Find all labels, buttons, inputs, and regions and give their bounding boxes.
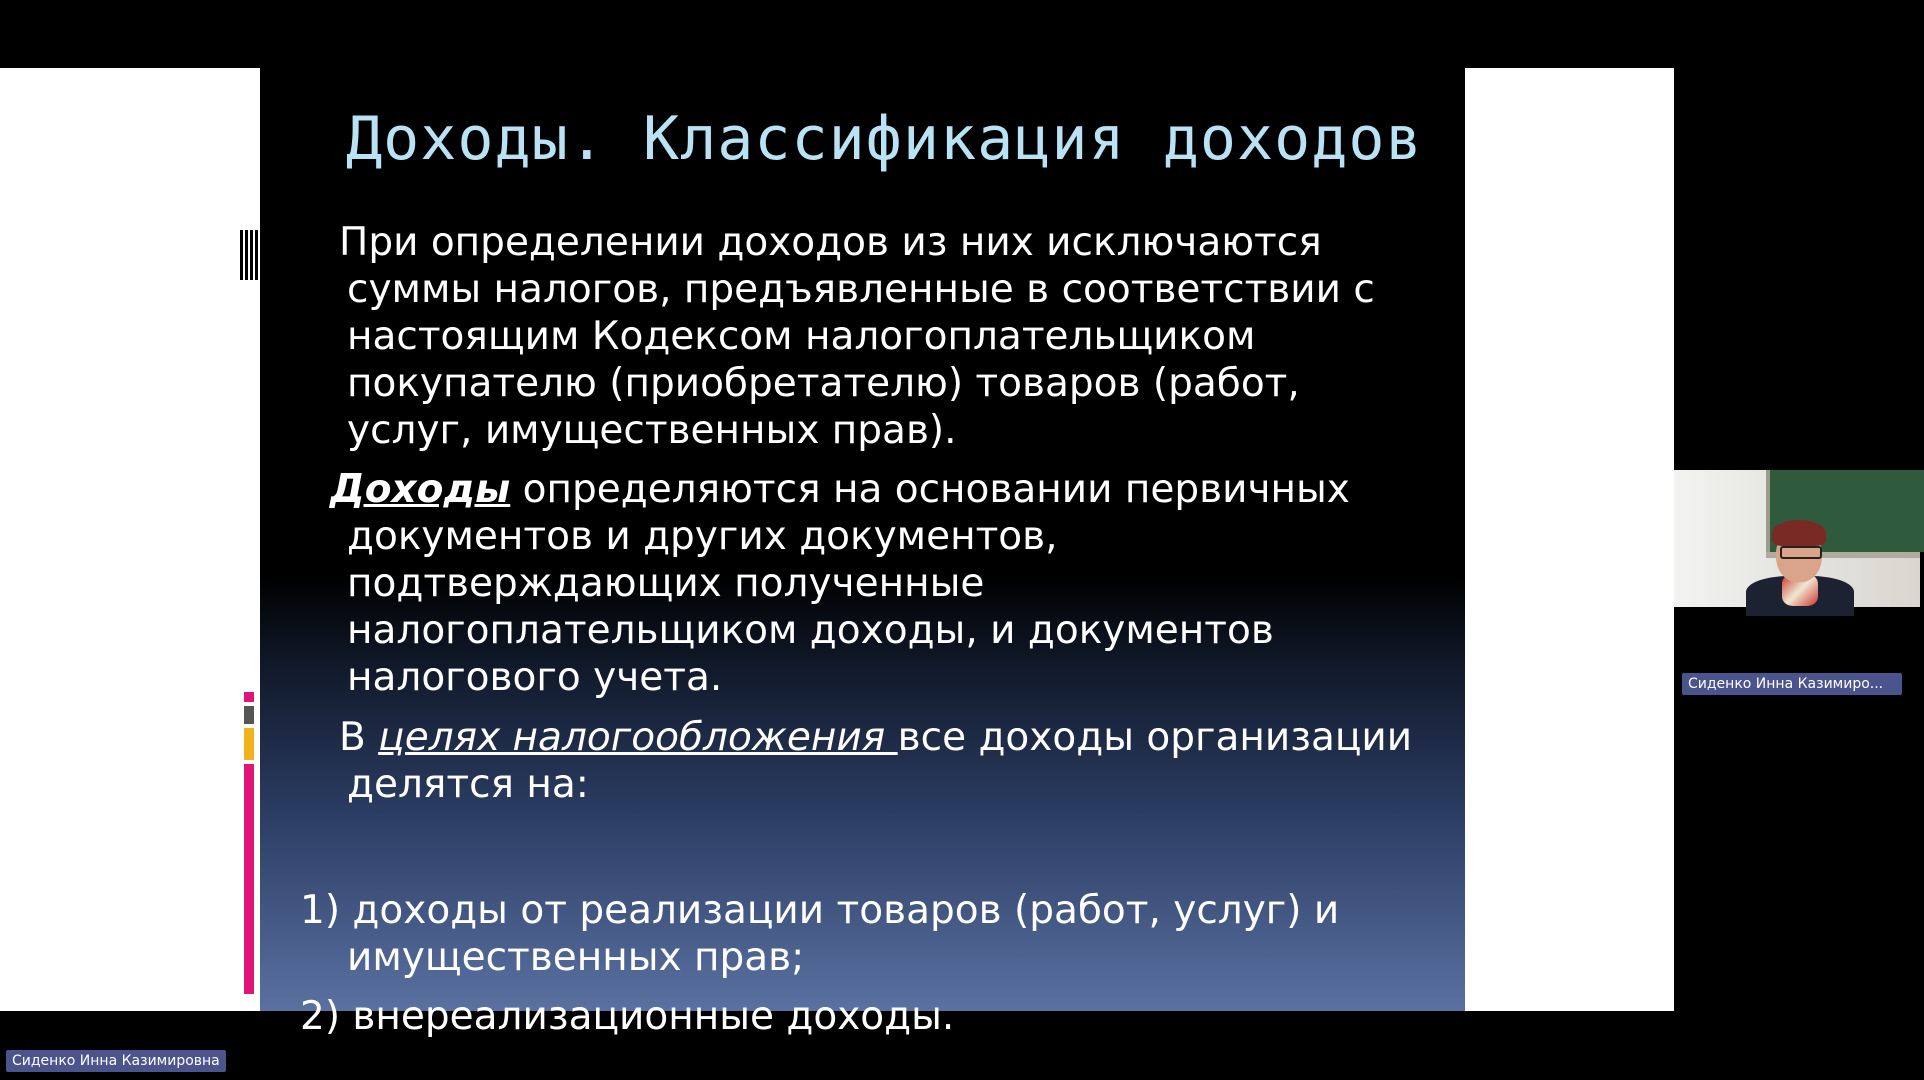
text-line: имущественных прав; [347,935,805,980]
text-line: суммы налогов, предъявленные в соответствии с [347,267,1375,312]
accent-bar-pink [244,764,254,994]
text-line: подтверждающих полученные [347,561,985,606]
emphasis-tax-purposes: целях налогообложения [378,715,898,760]
text-line: делятся на: [347,762,589,807]
slide-title: Доходы. Классификация доходов [346,104,1423,174]
text-line: услуг, имущественных прав). [347,408,957,453]
text-line [330,466,1350,513]
slide-body [260,68,1465,1039]
paragraph-income-documents [330,466,1350,701]
list-item-1 [300,887,1339,981]
accent-bar-pink-top [244,692,254,702]
emphasis-income: Доходы [330,467,511,512]
text-line: настоящим Кодексом налогоплательщиком [347,314,1256,359]
text-line [339,714,1412,761]
text-fragment: В [339,715,379,760]
participant-name-tag: Сиденко Инна Казимиро... [1682,673,1902,695]
presenter-name-tag: Сиденко Инна Казимировна [6,1050,226,1072]
text-fragment: определяются на основании первичных [510,467,1350,512]
paragraph-tax-exclusion [339,219,1375,454]
accent-bar-yellow [244,728,254,760]
text-line: документов и других документов, [347,514,1058,559]
text-line: 1) доходы от реализации товаров (работ, услуг) и [300,888,1340,933]
text-line: покупателю (приобретателю) товаров (работ, [347,361,1300,406]
text-line: налогового учета. [347,655,723,700]
text-line: При определении доходов из них исключаются [339,220,1322,265]
participant-figure-glasses [1780,546,1822,559]
text-fragment: все доходы организации [897,715,1413,760]
slide-edge-decoration [240,230,258,280]
presentation-slide [260,68,1465,1039]
accent-bar-gray [244,706,254,724]
text-line: налогоплательщиком доходы, и документов [347,608,1274,653]
list-item-2 [300,993,954,1040]
participant-video-tile[interactable] [1674,470,1920,607]
text-line: 2) внереализационные доходы. [300,994,955,1039]
participant-figure-hair [1772,520,1826,546]
paragraph-tax-purposes [339,714,1412,808]
